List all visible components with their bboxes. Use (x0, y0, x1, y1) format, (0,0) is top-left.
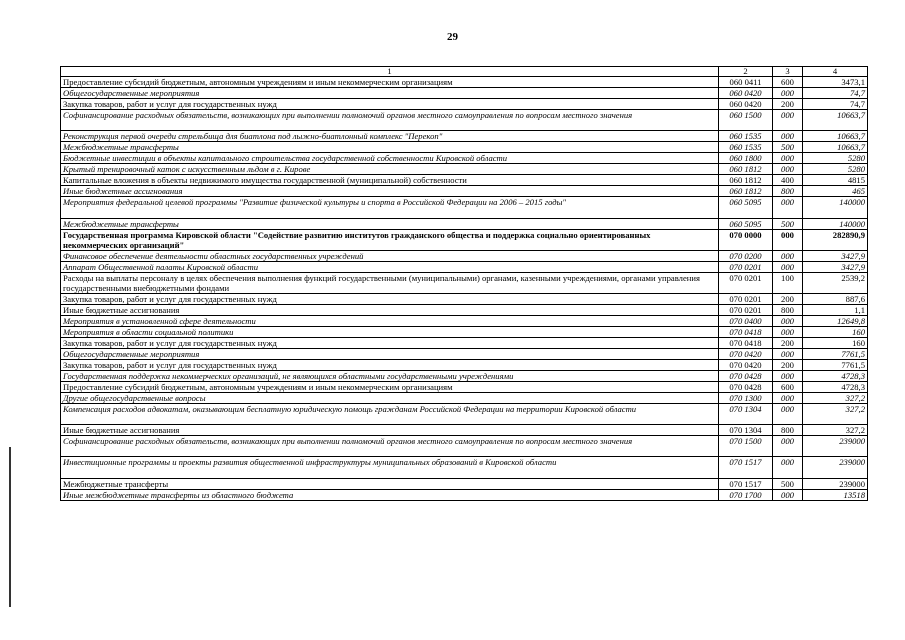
row-amount-cell: 327,2 (803, 425, 868, 436)
row-vr-cell: 000 (773, 164, 803, 175)
table-row (61, 393, 868, 404)
row-name-cell: Расходы на выплаты персоналу в целях обеспечения выполнения функций государственными (муниципальными) органами, казенными учреждениями, органами управления государственными внебюджетными фондами (61, 273, 719, 294)
row-code-cell: 060 0420 (719, 88, 773, 99)
row-amount-cell: 1,1 (803, 305, 868, 316)
row-amount-cell: 4728,3 (803, 382, 868, 393)
header-cell-name: 1 (61, 67, 719, 77)
row-vr-cell: 500 (773, 142, 803, 153)
row-code-cell: 070 0201 (719, 294, 773, 305)
table-row (61, 99, 868, 110)
table-row (61, 294, 868, 305)
budget-table (60, 66, 868, 501)
table-row (61, 305, 868, 316)
row-name-cell: Государственная программа Кировской области "Содействие развитию институтов гражданского общества и поддержка социально ориентированных некоммерческих организаций" (61, 230, 719, 251)
row-name-cell: Мероприятия в установленной сфере деятельности (61, 316, 719, 327)
row-code-cell: 060 1812 (719, 186, 773, 197)
row-vr-cell: 000 (773, 251, 803, 262)
table-row (61, 371, 868, 382)
row-amount-cell: 887,6 (803, 294, 868, 305)
row-name-cell: Иные межбюджетные трансферты из областного бюджета (61, 490, 719, 501)
row-name-cell: Межбюджетные трансферты (61, 219, 719, 230)
row-code-cell: 070 0200 (719, 251, 773, 262)
row-amount-cell: 74,7 (803, 99, 868, 110)
table-row (61, 425, 868, 436)
row-amount-cell: 327,2 (803, 404, 868, 425)
page-number: 29 (447, 31, 458, 43)
row-name-cell: Закупка товаров, работ и услуг для государственных нужд (61, 294, 719, 305)
row-amount-cell: 4728,3 (803, 371, 868, 382)
row-amount-cell: 12649,8 (803, 316, 868, 327)
row-vr-cell: 500 (773, 219, 803, 230)
row-code-cell: 070 0000 (719, 230, 773, 251)
row-name-cell: Межбюджетные трансферты (61, 479, 719, 490)
row-vr-cell: 000 (773, 262, 803, 273)
row-code-cell: 060 1535 (719, 142, 773, 153)
row-name-cell: Межбюджетные трансферты (61, 142, 719, 153)
row-amount-cell: 160 (803, 338, 868, 349)
table-row (61, 197, 868, 219)
row-name-cell: Другие общегосударственные вопросы (61, 393, 719, 404)
row-code-cell: 070 0428 (719, 382, 773, 393)
table-row (61, 251, 868, 262)
row-amount-cell: 74,7 (803, 88, 868, 99)
row-amount-cell: 5280 (803, 164, 868, 175)
row-name-cell: Иные бюджетные ассигнования (61, 186, 719, 197)
row-code-cell: 070 1517 (719, 479, 773, 490)
row-name-cell: Крытый тренировочный каток с искусственным льдом в г. Кирове (61, 164, 719, 175)
row-code-cell: 060 1500 (719, 110, 773, 131)
row-code-cell: 070 1500 (719, 436, 773, 457)
row-name-cell: Государственная поддержка некоммерческих организаций, не являющихся областными государственными учреждениями (61, 371, 719, 382)
row-name-cell: Компенсация расходов адвокатам, оказывающим бесплатную юридическую помощь гражданам Российской Федерации на территории Кировской области (61, 404, 719, 425)
row-name-cell: Иные бюджетные ассигнования (61, 305, 719, 316)
row-name-cell: Иные бюджетные ассигнования (61, 425, 719, 436)
row-vr-cell: 000 (773, 404, 803, 425)
row-name-cell: Аппарат Общественной палаты Кировской области (61, 262, 719, 273)
row-code-cell: 060 1535 (719, 131, 773, 142)
row-code-cell: 060 1800 (719, 153, 773, 164)
row-name-cell: Софинансирование расходных обязательств, возникающих при выполнении полномочий органов местного самоуправления по вопросам местного значения (61, 436, 719, 457)
row-amount-cell: 13518 (803, 490, 868, 501)
table-row (61, 131, 868, 142)
row-vr-cell: 000 (773, 230, 803, 251)
row-code-cell: 070 1304 (719, 404, 773, 425)
row-name-cell: Бюджетные инвестиции в объекты капитального строительства государственной собственности Кировской области (61, 153, 719, 164)
row-code-cell: 070 1517 (719, 457, 773, 479)
row-amount-cell: 239000 (803, 457, 868, 479)
row-code-cell: 070 0420 (719, 349, 773, 360)
row-vr-cell: 400 (773, 175, 803, 186)
row-vr-cell: 000 (773, 131, 803, 142)
table-row (61, 219, 868, 230)
row-amount-cell: 3427,9 (803, 262, 868, 273)
table-row (61, 316, 868, 327)
row-vr-cell: 000 (773, 197, 803, 219)
table-row (61, 262, 868, 273)
row-code-cell: 070 0201 (719, 305, 773, 316)
table-row (61, 457, 868, 479)
row-code-cell: 060 0411 (719, 77, 773, 88)
row-name-cell: Инвестиционные программы и проекты развития общественной инфраструктуры муниципальных образований в Кировской области (61, 457, 719, 479)
row-amount-cell: 7761,5 (803, 349, 868, 360)
table-row (61, 338, 868, 349)
row-vr-cell: 800 (773, 425, 803, 436)
row-vr-cell: 000 (773, 327, 803, 338)
row-code-cell: 070 0428 (719, 371, 773, 382)
row-vr-cell: 600 (773, 77, 803, 88)
row-name-cell: Закупка товаров, работ и услуг для государственных нужд (61, 99, 719, 110)
row-code-cell: 070 1700 (719, 490, 773, 501)
row-amount-cell: 465 (803, 186, 868, 197)
row-code-cell: 070 0201 (719, 273, 773, 294)
row-amount-cell: 10663,7 (803, 110, 868, 131)
table-row (61, 110, 868, 131)
row-vr-cell: 600 (773, 382, 803, 393)
table-row (61, 273, 868, 294)
row-code-cell: 060 1812 (719, 175, 773, 186)
header-cell-vr: 3 (773, 67, 803, 77)
row-code-cell: 070 1300 (719, 393, 773, 404)
row-amount-cell: 282890,9 (803, 230, 868, 251)
header-cell-code: 2 (719, 67, 773, 77)
margin-line (9, 447, 11, 607)
table-row (61, 490, 868, 501)
row-vr-cell: 000 (773, 110, 803, 131)
row-name-cell: Предоставление субсидий бюджетным, автономным учреждениям и иным некоммерческим организациям (61, 382, 719, 393)
row-vr-cell: 800 (773, 186, 803, 197)
row-name-cell: Общегосударственные мероприятия (61, 88, 719, 99)
row-name-cell: Закупка товаров, работ и услуг для государственных нужд (61, 338, 719, 349)
row-vr-cell: 200 (773, 338, 803, 349)
row-vr-cell: 000 (773, 393, 803, 404)
row-amount-cell: 4815 (803, 175, 868, 186)
row-name-cell: Софинансирование расходных обязательств, возникающих при выполнении полномочий органов местного самоуправления по вопросам местного значения (61, 110, 719, 131)
row-amount-cell: 3427,9 (803, 251, 868, 262)
table-row (61, 175, 868, 186)
row-vr-cell: 000 (773, 349, 803, 360)
row-vr-cell: 200 (773, 99, 803, 110)
row-code-cell: 060 0420 (719, 99, 773, 110)
table-row (61, 88, 868, 99)
row-amount-cell: 239000 (803, 479, 868, 490)
row-name-cell: Капитальные вложения в объекты недвижимого имущества государственной (муниципальной) собственности (61, 175, 719, 186)
row-code-cell: 070 0400 (719, 316, 773, 327)
row-vr-cell: 000 (773, 436, 803, 457)
table-row (61, 360, 868, 371)
row-code-cell: 060 5095 (719, 197, 773, 219)
row-name-cell: Мероприятия федеральной целевой программы "Развитие физической культуры и спорта в Российской Федерации на 2006 – 2015 годы" (61, 197, 719, 219)
row-name-cell: Реконструкция первой очереди стрельбища для биатлона под лыжно-биатлонный комплекс "Перекоп" (61, 131, 719, 142)
row-vr-cell: 200 (773, 360, 803, 371)
row-code-cell: 070 0201 (719, 262, 773, 273)
row-amount-cell: 10663,7 (803, 142, 868, 153)
table-row (61, 230, 868, 251)
table-row (61, 404, 868, 425)
row-name-cell: Закупка товаров, работ и услуг для государственных нужд (61, 360, 719, 371)
row-code-cell: 060 1812 (719, 164, 773, 175)
row-name-cell: Общегосударственные мероприятия (61, 349, 719, 360)
row-vr-cell: 100 (773, 273, 803, 294)
row-vr-cell: 500 (773, 479, 803, 490)
table-row (61, 327, 868, 338)
row-vr-cell: 000 (773, 153, 803, 164)
row-vr-cell: 800 (773, 305, 803, 316)
table-row (61, 382, 868, 393)
table-row (61, 153, 868, 164)
row-code-cell: 060 5095 (719, 219, 773, 230)
row-vr-cell: 000 (773, 88, 803, 99)
row-name-cell: Предоставление субсидий бюджетным, автономным учреждениям и иным некоммерческим организациям (61, 77, 719, 88)
row-amount-cell: 10663,7 (803, 131, 868, 142)
row-vr-cell: 000 (773, 490, 803, 501)
row-code-cell: 070 0418 (719, 327, 773, 338)
row-vr-cell: 000 (773, 457, 803, 479)
table-row (61, 142, 868, 153)
row-vr-cell: 000 (773, 316, 803, 327)
table-row (61, 186, 868, 197)
table-row (61, 164, 868, 175)
table-row (61, 77, 868, 88)
row-code-cell: 070 1304 (719, 425, 773, 436)
row-name-cell: Финансовое обеспечение деятельности областных государственных учреждений (61, 251, 719, 262)
row-amount-cell: 239000 (803, 436, 868, 457)
row-code-cell: 070 0418 (719, 338, 773, 349)
row-name-cell: Мероприятия в области социальной политики (61, 327, 719, 338)
row-amount-cell: 2539,2 (803, 273, 868, 294)
row-amount-cell: 140000 (803, 219, 868, 230)
row-amount-cell: 160 (803, 327, 868, 338)
table-row (61, 479, 868, 490)
table-row (61, 349, 868, 360)
row-amount-cell: 140000 (803, 197, 868, 219)
header-cell-amount: 4 (803, 67, 868, 77)
row-code-cell: 070 0420 (719, 360, 773, 371)
row-amount-cell: 3473,1 (803, 77, 868, 88)
row-vr-cell: 000 (773, 371, 803, 382)
row-amount-cell: 5280 (803, 153, 868, 164)
table-row (61, 436, 868, 457)
table-header-row (61, 67, 868, 77)
row-amount-cell: 327,2 (803, 393, 868, 404)
row-vr-cell: 200 (773, 294, 803, 305)
row-amount-cell: 7761,5 (803, 360, 868, 371)
